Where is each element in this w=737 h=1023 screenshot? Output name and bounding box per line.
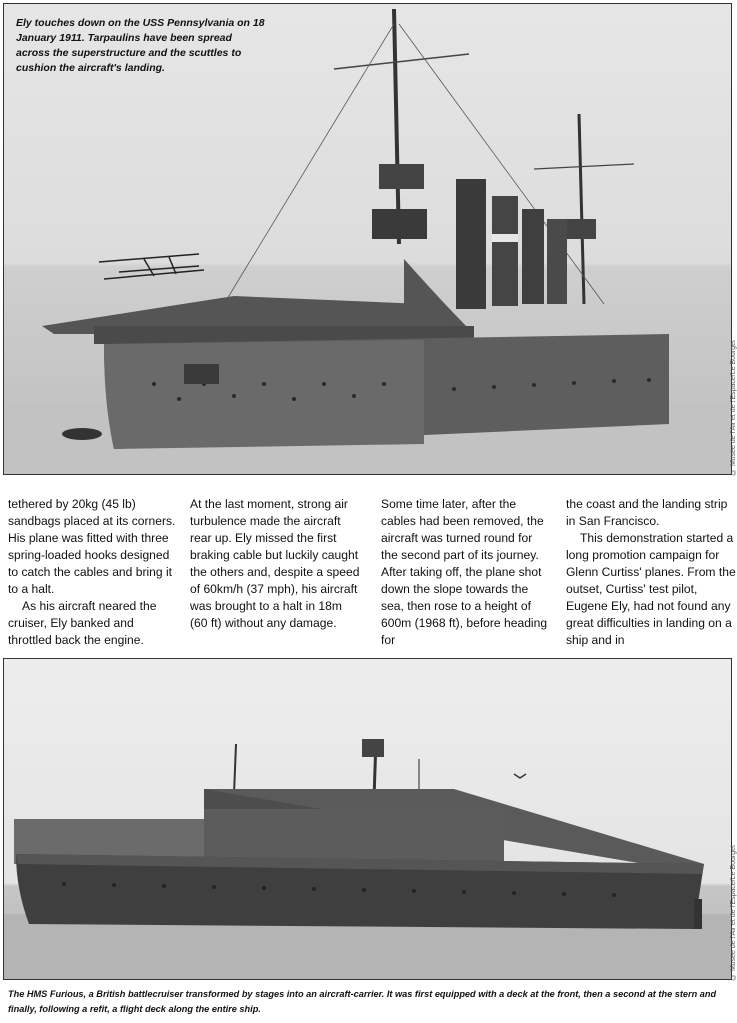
paragraph: This demonstration started a long promotion campaign for Glenn Curtiss' planes. From the outset, Curtiss' test pilot, Eugene Ely, had not found any great difficulties in landing on a ship and in xyxy=(566,531,736,647)
text-column-3 xyxy=(381,496,551,649)
text-column-1 xyxy=(8,496,178,649)
photo-uss-pennsylvania xyxy=(3,3,732,475)
paragraph: At the last moment, strong air turbulence made the aircraft rear up. Ely missed the first braking cable but luckily caught the others and, despite a speed of 60km/h (37 mph), his aircraft was brought to a halt in 18m (60 ft) without any damage. xyxy=(190,497,360,630)
photo-caption: Ely touches down on the USS Pennsylvania on 18 January 1911. Tarpaulins have been spread across the superstructure and the scuttles to cushion the aircraft's landing. xyxy=(16,17,265,74)
text-column-2 xyxy=(190,496,360,632)
photo-hms-furious xyxy=(3,658,732,980)
photo-credit: © Musée de l'Air et de l'Espace/Le Bourget xyxy=(730,340,737,475)
text-column-4 xyxy=(566,496,736,649)
photo-caption: The HMS Furious, a British battlecruiser transformed by stages into an aircraft-carrier. It was first equipped with a deck at the front, then a second at the stern and finally, following a refit, a flight deck along the entire ship. xyxy=(8,989,717,1014)
photo-credit: © Musée de l'Air et de l'Espace/Le Bourget xyxy=(730,845,737,980)
ship-illustration-furious xyxy=(4,659,731,979)
paragraph: As his aircraft neared the cruiser, Ely banked and throttled back the engine. xyxy=(8,599,157,647)
paragraph: Some time later, after the cables had been removed, the aircraft was turned round for the second part of its journey. After taking off, the plane shot down the slope towards the sea, then rose to a height of 600m (1968 ft), before heading for xyxy=(381,497,548,647)
paragraph: the coast and the landing strip in San Francisco. xyxy=(566,497,728,528)
paragraph: tethered by 20kg (45 lb) sandbags placed at its corners. His plane was fitted with three spring-loaded hooks designed to catch the cables and bring it to a halt. xyxy=(8,497,176,596)
